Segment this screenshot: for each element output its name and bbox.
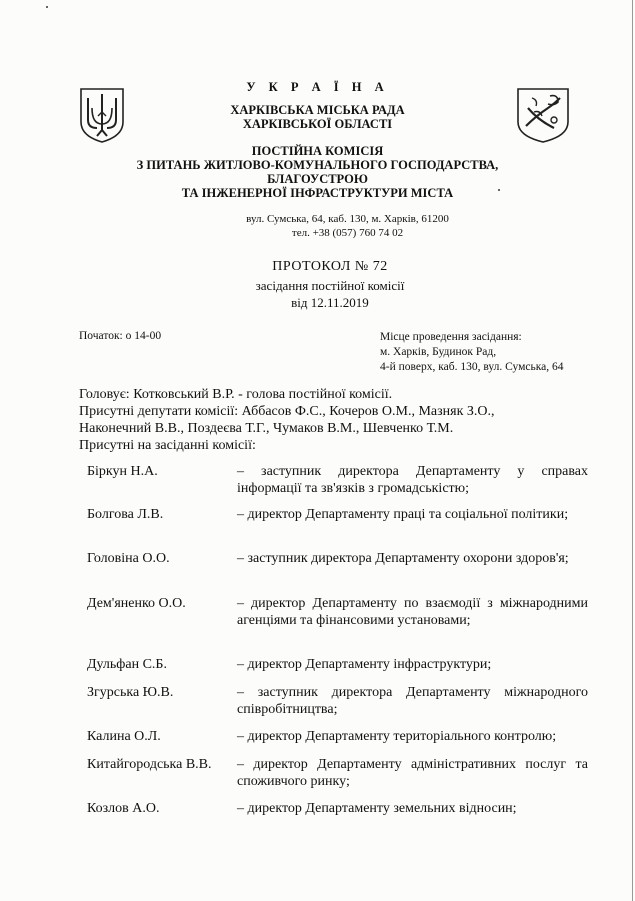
- attendee-name: Біркун Н.А.: [87, 464, 158, 479]
- commission-name: [110, 144, 525, 200]
- present-at-meeting-label: Присутні на засіданні комісії:: [79, 438, 256, 453]
- country-name: У К Р А Ї Н А: [246, 80, 389, 94]
- attendee-role: – директор Департаменту інфраструктури;: [237, 657, 492, 672]
- protocol-date: від 12.11.2019: [291, 295, 369, 310]
- page-edge: [632, 0, 633, 901]
- attendee-name: Болгова Л.В.: [87, 507, 164, 522]
- meeting-place: [380, 330, 564, 375]
- phone-line: тел. +38 (057) 760 74 02: [291, 227, 404, 239]
- scan-speck: [46, 6, 48, 8]
- attendee-role: – директор Департаменту праці та соціальної політики;: [237, 507, 569, 522]
- protocol-title: ПРОТОКОЛ № 72: [272, 259, 388, 274]
- attendee-role: – директор Департаменту по взаємодії з міжнародними агенціями та фінансовими установами;: [237, 596, 588, 628]
- attendee-role: – заступник директора Департаменту охорони здоров'я;: [237, 551, 569, 566]
- scan-speck: [498, 189, 500, 191]
- protocol-subtitle: засідання постійної комісії: [255, 278, 405, 293]
- attendee-role: – директор Департаменту земельних відносин;: [237, 801, 517, 816]
- attendee-name: Козлов А.О.: [87, 801, 160, 816]
- council-name: [110, 103, 525, 131]
- council-line: ХАРКІВСЬКОЇ ОБЛАСТІ: [242, 117, 393, 131]
- attendee-name: Калина О.Л.: [87, 729, 161, 744]
- commission-line: БЛАГОУСТРОЮ: [267, 172, 368, 186]
- chair-line: Головує: Котковський В.Р. - голова постійної комісії.: [79, 387, 393, 402]
- meeting-place-line: м. Харків, Будинок Рад,: [380, 346, 497, 358]
- meeting-start: Початок: о 14-00: [79, 330, 162, 342]
- attendee-role: – директор Департаменту територіального контролю;: [237, 729, 557, 744]
- council-line: ХАРКІВСЬКА МІСЬКА РАДА: [230, 103, 405, 117]
- commission-line: З ПИТАНЬ ЖИТЛОВО-КОМУНАЛЬНОГО ГОСПОДАРСТВА,: [136, 158, 499, 172]
- present-deputies-line: Присутні депутати комісії: Аббасов Ф.С., Кочеров О.М., Мазняк З.О.,: [79, 404, 495, 419]
- attendee-name: Китайгородська В.В.: [87, 757, 212, 772]
- attendee-role: – заступник директора Департаменту міжнародного співробітництва;: [237, 685, 588, 717]
- attendee-name: Головіна О.О.: [87, 551, 170, 566]
- present-deputies-line: Наконечний В.В., Поздеєва Т.Г., Чумаков В.М., Шевченко Т.М.: [79, 421, 454, 436]
- meeting-place-line: 4-й поверх, каб. 130, вул. Сумська, 64: [380, 361, 564, 373]
- commission-line: ПОСТІЙНА КОМІСІЯ: [251, 144, 384, 158]
- attendee-name: Згурська Ю.В.: [87, 685, 174, 700]
- address-line: вул. Сумська, 64, каб. 130, м. Харків, 61200: [246, 213, 449, 225]
- attendee-role: – заступник директора Департаменту у справах інформації та зв'язків з громадськістю;: [237, 464, 588, 496]
- attendee-name: Дульфан С.Б.: [87, 657, 167, 672]
- attendee-role: – директор Департаменту адміністративних послуг та споживчого ринку;: [237, 757, 588, 789]
- meeting-place-line: Місце проведення засідання:: [380, 331, 522, 343]
- commission-line: ТА ІНЖЕНЕРНОЇ ІНФРАСТРУКТУРИ МІСТА: [181, 186, 454, 200]
- attendee-name: Дем'яненко О.О.: [87, 596, 186, 611]
